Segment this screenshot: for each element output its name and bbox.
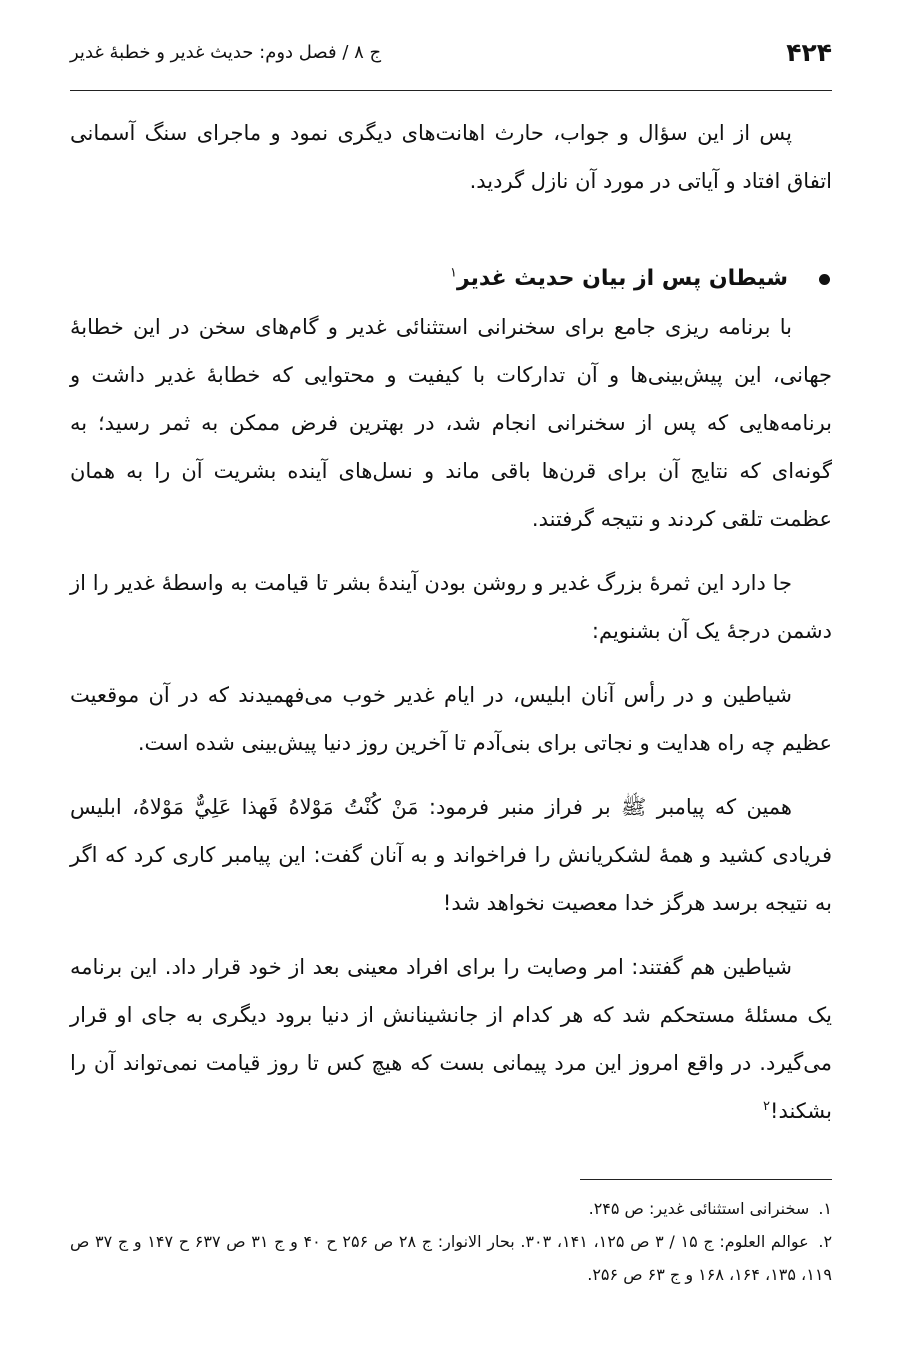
footnote-2 [70,1225,832,1291]
footnote-text: سخنرانی استثنائی غدیر: ص ۲۴۵. [588,1199,810,1218]
running-header [70,28,832,91]
footnote-text: عوالم العلوم: ج ۱۵ / ۳ ص ۱۲۵، ۱۴۱، ۳۰۳. بحار الانوار: ج ۲۸ ص ۲۵۶ ح ۴۰ و ج ۳۱ ص ۶۳۷ ح ۱۴۷ و ج ۳۷ ص ۱۱۹، ۱۳۵، ۱۶۴، ۱۶۸ و ج ۶۳ ص ۲۵۶. [70,1232,832,1284]
footnote-number: ۱. [818,1199,832,1218]
body-text [70,109,832,1135]
paragraph-5: همین که پیامبر ﷺ بر فراز منبر فرمود: مَنْ كُنْتُ مَوْلاهُ فَهذا عَلِيٌّ مَوْلاهُ، ابلیس فریادی کشید و همهٔ لشکریانش را فراخواند و به آنان گفت: این پیامبر کاری کرد که اگر به نتیجه برسد هرگز خدا معصیت نخواهد شد! [70,795,832,915]
footnote-number: ۲. [818,1232,833,1251]
paragraph-6 [70,943,832,1135]
paragraph-6-text: شیاطین هم گفتند: امر وصایت را برای افراد معینی بعد از خود قرار داد. این برنامه یک مسئلهٔ مستحکم شد که هر کدام از جانشینانش از دنیا برود دیگری به جای او قرار می‌گیرد. در واقع امروز این مرد پیمانی بست که هیچ کس تا روز قیامت نمی‌تواند آن را بشکند! [70,955,832,1123]
footnote-mark-1: ۱ [449,265,457,281]
chapter-title: ج ۸ / فصل دوم: حدیث غدیر و خطبهٔ غدیر [70,42,382,63]
book-page [70,28,832,1291]
section-heading-text: شیطان پس از بیان حدیث غدیر [456,266,788,291]
footnote-mark-2: ۲ [763,1099,771,1114]
footnote-divider [580,1179,832,1180]
paragraph-3: جا دارد این ثمرهٔ بزرگ غدیر و روشن بودن آیندهٔ بشر تا قیامت به واسطهٔ غدیر را از دشمن درجهٔ یک آن بشنویم: [70,571,832,643]
paragraph-1: پس از این سؤال و جواب، حارث اهانت‌های دیگری نمود و ماجرای سنگ آسمانی اتفاق افتاد و آیاتی در مورد آن نازل گردید. [70,121,832,193]
paragraph-4: شیاطین و در رأس آنان ابلیس، در ایام غدیر خوب می‌فهمیدند که در آن موقعیت عظیم چه راه هدایت و نجاتی برای بنی‌آدم تا آخرین روز دنیا پیش‌بینی شده است. [70,683,832,755]
footnote-1 [70,1192,832,1225]
section-heading [70,255,832,303]
footnotes [70,1192,832,1291]
paragraph-2: با برنامه ریزی جامع برای سخنرانی استثنائی غدیر و گام‌های سخن در این خطابهٔ جهانی، این پیش‌بینی‌ها و آن تدارکات با کیفیت و محتوایی که خطابهٔ غدیر داشت و برنامه‌هایی که پس از سخنرانی انجام شد، در بهترین فرض ممکن به ثمر رسید؛ به گونه‌ای که نتایج آن برای قرن‌ها باقی ماند و نسل‌های آینده بشریت آن را به همان عظمت تلقی کردند و نتیجه گرفتند. [70,315,832,531]
bullet-icon [819,274,830,285]
page-number: ۴۲۴ [786,38,832,67]
